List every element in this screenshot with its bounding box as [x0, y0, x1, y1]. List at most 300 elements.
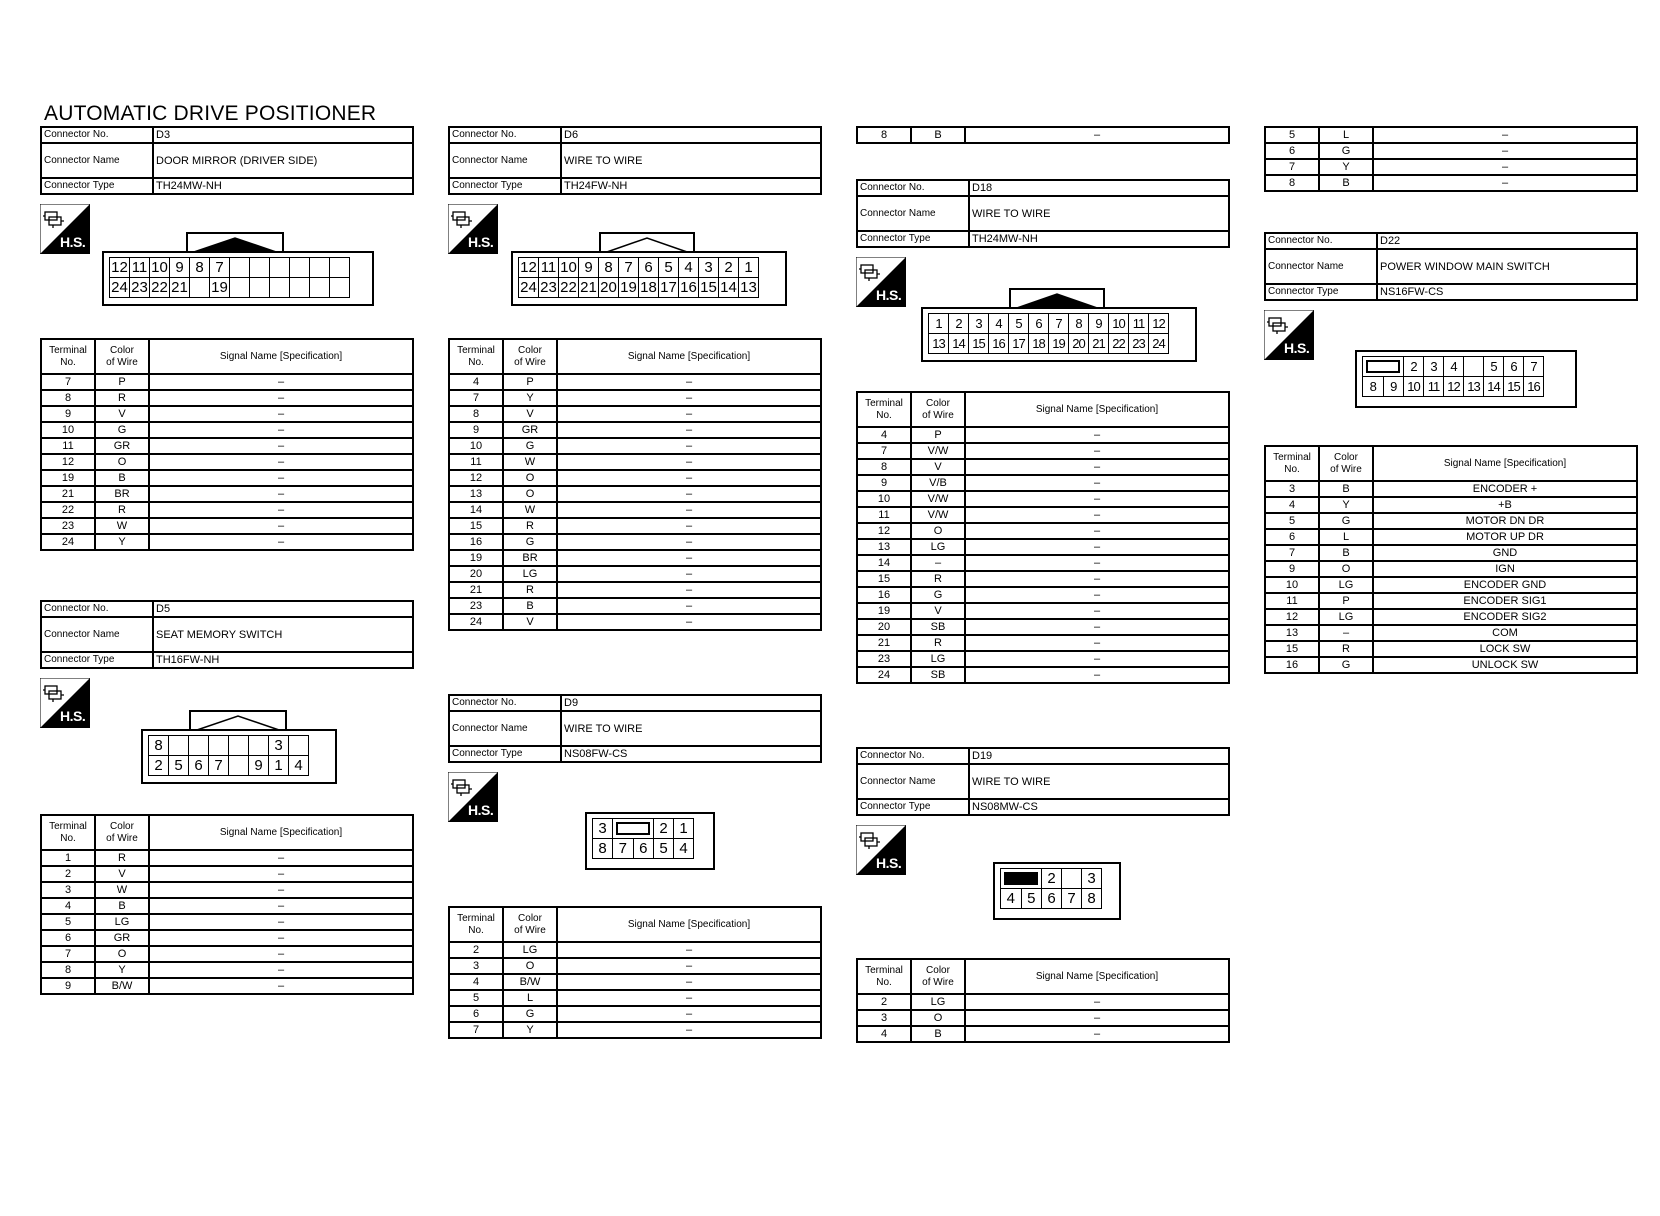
label-connector_no: Connector No.	[1265, 233, 1377, 249]
table-row: 9 GR –	[449, 422, 821, 438]
pin-cell: 9	[249, 756, 269, 776]
table-row: 4 P –	[857, 427, 1229, 443]
pin-cell	[310, 258, 330, 278]
label-connector_type: Connector Type	[41, 652, 153, 668]
connector-face-d3	[102, 251, 374, 306]
table-row: 6 G –	[1265, 143, 1637, 159]
hs-label: H.S.	[468, 234, 494, 250]
connector-header-d9	[448, 694, 822, 763]
pin-cell: 2	[1042, 869, 1062, 889]
label-connector_name: Connector Name	[857, 196, 969, 231]
table-row: 7 B GND	[1265, 545, 1637, 561]
table-row: 3 O –	[857, 1010, 1229, 1026]
pin-cell: 10	[560, 259, 577, 276]
pin-cell: 8	[149, 736, 169, 756]
pin-cell: 4	[674, 839, 694, 859]
pin-cell: 15	[1504, 377, 1524, 397]
col-header-color_of_wire: Color of Wire	[911, 392, 965, 427]
pin-table-d19	[856, 958, 1230, 1043]
pin-cell: 23	[1129, 334, 1149, 354]
pin-cell: 16	[1524, 377, 1544, 397]
pin-cell: 15	[700, 279, 717, 296]
pin-cell: 1	[674, 819, 694, 839]
pin-cell	[229, 736, 249, 756]
value-connector_no: D3	[153, 127, 413, 143]
label-connector_no: Connector No.	[449, 695, 561, 711]
col-header-terminal_no: Terminal No.	[857, 392, 911, 427]
pin-table-d5	[40, 814, 414, 995]
pin-cell: 3	[1082, 869, 1102, 889]
pin-cell: 5	[169, 756, 189, 776]
pin-cell: 11	[1129, 314, 1149, 334]
pin-cell: 3	[269, 736, 289, 756]
table-row: 21 BR –	[41, 486, 413, 502]
pin-cell	[613, 819, 654, 839]
pin-cell: 21	[171, 279, 188, 296]
pin-cell: 3	[969, 314, 989, 334]
pin-cell: 12	[1444, 377, 1464, 397]
table-row: 12 LG ENCODER SIG2	[1265, 609, 1637, 625]
col-header-terminal_no: Terminal No.	[41, 339, 95, 374]
hs-label: H.S.	[60, 708, 86, 724]
col-header-terminal_no: Terminal No.	[857, 959, 911, 994]
pin-cell: 6	[633, 839, 654, 859]
harness-side-icon	[856, 825, 906, 875]
value-connector_no: D9	[561, 695, 821, 711]
value-connector_no: D6	[561, 127, 821, 143]
pin-cell: 1	[269, 756, 289, 776]
pin-cell: 5	[1484, 357, 1504, 377]
table-row: 13 LG –	[857, 539, 1229, 555]
label-connector_type: Connector Type	[449, 746, 561, 762]
table-row: 9 B/W –	[41, 978, 413, 994]
pin-cell: 3	[593, 819, 613, 839]
table-row: 8 V –	[449, 406, 821, 422]
pin-cell: 24	[1149, 334, 1169, 354]
table-row: 10 G –	[41, 422, 413, 438]
value-connector_type: TH16FW-NH	[153, 652, 413, 668]
hs-label: H.S.	[1284, 340, 1310, 356]
col-header-terminal_no: Terminal No.	[449, 907, 503, 942]
pin-cell: 8	[599, 258, 619, 278]
pin-cell: 24	[111, 279, 128, 296]
pin-cell: 2	[149, 756, 169, 776]
col-header-color_of_wire: Color of Wire	[95, 339, 149, 374]
harness-side-icon	[856, 257, 906, 307]
table-row: 4 B/W –	[449, 974, 821, 990]
table-row: 5 L –	[449, 990, 821, 1006]
hs-label: H.S.	[876, 287, 902, 303]
pin-cell: 4	[289, 756, 309, 776]
pin-cell	[250, 258, 270, 278]
pin-cell	[189, 736, 209, 756]
table-row: 8 V –	[857, 459, 1229, 475]
label-connector_name: Connector Name	[857, 764, 969, 799]
col-header-signal_name: Signal Name [Specification]	[965, 392, 1229, 427]
table-row: 2 LG –	[449, 942, 821, 958]
value-connector_name: WIRE TO WIRE	[561, 143, 821, 178]
value-connector_name: POWER WINDOW MAIN SWITCH	[1377, 249, 1637, 284]
connector-lock-tab	[186, 231, 284, 253]
table-row: 7 O –	[41, 946, 413, 962]
table-row: 7 P –	[41, 374, 413, 390]
pin-cell: 17	[1009, 334, 1029, 354]
connector-face-d5	[141, 729, 337, 784]
pin-cell: 6	[1504, 357, 1524, 377]
pin-cell: 23	[131, 279, 148, 296]
pin-cell: 19	[620, 279, 637, 296]
col-header-color_of_wire: Color of Wire	[503, 907, 557, 942]
pin-cell	[270, 258, 290, 278]
value-connector_type: NS08MW-CS	[969, 799, 1229, 815]
pin-cell: 21	[580, 279, 597, 296]
hs-label: H.S.	[468, 802, 494, 818]
pin-cell: 13	[929, 334, 949, 354]
table-row: 4 Y +B	[1265, 497, 1637, 513]
table-row: 5 LG –	[41, 914, 413, 930]
pin-cell: 11	[130, 258, 150, 278]
pin-cell: 12	[520, 259, 537, 276]
connector-lock-tab	[189, 709, 287, 731]
table-row: 19 V –	[857, 603, 1229, 619]
pin-cell: 8	[593, 839, 613, 859]
table-row: 6 L MOTOR UP DR	[1265, 529, 1637, 545]
table-row: 24 SB –	[857, 667, 1229, 683]
col-header-terminal_no: Terminal No.	[1265, 446, 1319, 481]
value-connector_no: D19	[969, 748, 1229, 764]
value-connector_no: D22	[1377, 233, 1637, 249]
pin-cell: 16	[989, 334, 1009, 354]
pin-cell: 4	[989, 314, 1009, 334]
table-row: 3 B ENCODER +	[1265, 481, 1637, 497]
pin-cell	[330, 258, 350, 278]
label-connector_type: Connector Type	[857, 799, 969, 815]
pin-table-d18-cont	[1264, 126, 1638, 192]
table-row: 8 B –	[1265, 175, 1637, 191]
value-connector_name: DOOR MIRROR (DRIVER SIDE)	[153, 143, 413, 178]
pin-cell: 11	[539, 258, 559, 278]
table-row: 8 R –	[41, 390, 413, 406]
pin-cell: 3	[699, 258, 719, 278]
table-row: 24 V –	[449, 614, 821, 630]
label-connector_no: Connector No.	[857, 748, 969, 764]
pin-cell: 22	[1109, 334, 1129, 354]
table-row: 15 R –	[449, 518, 821, 534]
table-row: 4 P –	[449, 374, 821, 390]
pin-cell: 6	[189, 756, 209, 776]
connector-face-d19	[993, 862, 1121, 920]
col-header-signal_name: Signal Name [Specification]	[557, 907, 821, 942]
value-connector_type: TH24MW-NH	[153, 178, 413, 194]
table-row: 6 G –	[449, 1006, 821, 1022]
pin-cell: 11	[1424, 377, 1444, 397]
pin-cell: 7	[1524, 357, 1544, 377]
label-connector_no: Connector No.	[857, 180, 969, 196]
pin-cell: 14	[720, 279, 737, 296]
pin-cell: 7	[209, 756, 229, 776]
table-row: 13 – COM	[1265, 625, 1637, 641]
pin-cell	[1363, 357, 1404, 377]
pin-cell: 1	[739, 258, 759, 278]
connector-header-d22	[1264, 232, 1638, 301]
col-header-color_of_wire: Color of Wire	[503, 339, 557, 374]
pin-cell: 5	[1021, 889, 1042, 909]
pin-cell: 7	[619, 258, 639, 278]
pin-table-d6	[448, 338, 822, 631]
pin-cell: 2	[949, 314, 969, 334]
pin-cell: 13	[740, 279, 757, 296]
table-row: 7 Y –	[449, 1022, 821, 1038]
pin-cell: 2	[719, 258, 739, 278]
connector-face-d22	[1355, 350, 1577, 408]
pin-cell	[1062, 869, 1082, 889]
table-row: 15 R LOCK SW	[1265, 641, 1637, 657]
table-row: 21 R –	[449, 582, 821, 598]
table-row: 1 R –	[41, 850, 413, 866]
connector-header-d6	[448, 126, 822, 195]
pin-cell: 9	[1089, 314, 1109, 334]
col-header-signal_name: Signal Name [Specification]	[557, 339, 821, 374]
col-header-signal_name: Signal Name [Specification]	[965, 959, 1229, 994]
table-row: 10 V/W –	[857, 491, 1229, 507]
table-row: 23 W –	[41, 518, 413, 534]
table-row: 12 O –	[857, 523, 1229, 539]
table-row: 11 V/W –	[857, 507, 1229, 523]
pin-cell: 5	[654, 839, 674, 859]
pin-cell	[1464, 357, 1484, 377]
pin-cell	[190, 278, 210, 298]
table-row: 6 GR –	[41, 930, 413, 946]
pin-cell: 5	[1009, 314, 1029, 334]
pin-cell	[250, 278, 270, 298]
connector-face-d9	[585, 812, 715, 870]
table-row: 3 O –	[449, 958, 821, 974]
col-header-signal_name: Signal Name [Specification]	[1373, 446, 1637, 481]
connector-header-d3	[40, 126, 414, 195]
page-title: AUTOMATIC DRIVE POSITIONER	[44, 102, 377, 125]
pin-cell: 20	[1069, 334, 1089, 354]
pin-cell: 2	[654, 819, 674, 839]
pin-cell: 10	[1109, 314, 1129, 334]
table-row: 13 O –	[449, 486, 821, 502]
table-row: 8 B –	[857, 127, 1229, 143]
pin-cell: 7	[210, 258, 230, 278]
table-row: 19 BR –	[449, 550, 821, 566]
label-connector_name: Connector Name	[41, 617, 153, 652]
table-row: 9 V –	[41, 406, 413, 422]
value-connector_type: TH24FW-NH	[561, 178, 821, 194]
table-row: 20 LG –	[449, 566, 821, 582]
table-row: 11 W –	[449, 454, 821, 470]
table-row: 7 Y –	[1265, 159, 1637, 175]
pin-cell: 8	[190, 258, 210, 278]
pin-cell: 23	[540, 279, 557, 296]
label-connector_type: Connector Type	[1265, 284, 1377, 300]
col-header-signal_name: Signal Name [Specification]	[149, 815, 413, 850]
pin-cell: 22	[151, 279, 168, 296]
pin-cell	[290, 258, 310, 278]
value-connector_type: NS08FW-CS	[561, 746, 821, 762]
pin-cell: 6	[1029, 314, 1049, 334]
label-connector_no: Connector No.	[41, 601, 153, 617]
col-header-signal_name: Signal Name [Specification]	[149, 339, 413, 374]
pin-cell: 18	[1029, 334, 1049, 354]
pin-cell: 7	[613, 839, 634, 859]
harness-side-icon	[448, 204, 498, 254]
table-row: 2 LG –	[857, 994, 1229, 1010]
table-row: 7 V/W –	[857, 443, 1229, 459]
table-row: 15 R –	[857, 571, 1229, 587]
label-connector_no: Connector No.	[41, 127, 153, 143]
pin-cell: 7	[1062, 889, 1082, 909]
table-row: 14 – –	[857, 555, 1229, 571]
value-connector_type: TH24MW-NH	[969, 231, 1229, 247]
col-header-terminal_no: Terminal No.	[449, 339, 503, 374]
connector-header-d19	[856, 747, 1230, 816]
table-row: 21 R –	[857, 635, 1229, 651]
pin-cell: 4	[1001, 889, 1022, 909]
table-row: 11 GR –	[41, 438, 413, 454]
harness-side-icon	[1264, 310, 1314, 360]
value-connector_no: D18	[969, 180, 1229, 196]
pin-cell: 9	[1383, 377, 1404, 397]
label-connector_name: Connector Name	[41, 143, 153, 178]
connector-face-d18	[921, 307, 1197, 362]
table-row: 9 O IGN	[1265, 561, 1637, 577]
col-header-terminal_no: Terminal No.	[41, 815, 95, 850]
label-connector_name: Connector Name	[449, 711, 561, 746]
connector-lock-tab	[599, 231, 695, 253]
value-connector_no: D5	[153, 601, 413, 617]
pin-table-d22	[1264, 445, 1638, 674]
table-row: 10 LG ENCODER GND	[1265, 577, 1637, 593]
pin-cell: 16	[680, 279, 697, 296]
table-row: 8 Y –	[41, 962, 413, 978]
table-row: 4 B –	[857, 1026, 1229, 1042]
table-row: 23 B –	[449, 598, 821, 614]
table-row: 5 G MOTOR DN DR	[1265, 513, 1637, 529]
pin-cell	[230, 258, 250, 278]
hs-label: H.S.	[60, 234, 86, 250]
pin-cell: 14	[1484, 377, 1504, 397]
table-row: 4 B –	[41, 898, 413, 914]
pin-cell: 8	[1082, 889, 1102, 909]
label-connector_name: Connector Name	[449, 143, 561, 178]
table-row: 2 V –	[41, 866, 413, 882]
pin-cell: 6	[1042, 889, 1062, 909]
pin-cell: 15	[969, 334, 989, 354]
pin-cell: 8	[1363, 377, 1384, 397]
connector-face-d6	[511, 251, 787, 306]
table-row: 20 SB –	[857, 619, 1229, 635]
table-row: 16 G –	[449, 534, 821, 550]
pin-cell: 14	[949, 334, 969, 354]
label-connector_type: Connector Type	[857, 231, 969, 247]
pin-cell	[229, 756, 249, 776]
pin-cell: 2	[1404, 357, 1424, 377]
value-connector_name: WIRE TO WIRE	[969, 196, 1229, 231]
pin-table-d18	[856, 391, 1230, 684]
value-connector_type: NS16FW-CS	[1377, 284, 1637, 300]
pin-cell: 17	[660, 279, 677, 296]
table-row: 3 W –	[41, 882, 413, 898]
table-row: 10 G –	[449, 438, 821, 454]
pin-cell	[169, 736, 189, 756]
pin-cell	[209, 736, 229, 756]
table-row: 16 G –	[857, 587, 1229, 603]
label-connector_type: Connector Type	[449, 178, 561, 194]
label-connector_type: Connector Type	[41, 178, 153, 194]
pin-cell: 10	[151, 259, 168, 276]
pin-cell: 12	[111, 259, 128, 276]
pin-cell: 9	[170, 258, 190, 278]
pin-cell: 12	[1149, 314, 1169, 334]
table-row: 12 O –	[449, 470, 821, 486]
pin-cell	[310, 278, 330, 298]
pin-cell	[270, 278, 290, 298]
table-row: 24 Y –	[41, 534, 413, 550]
pin-cell: 24	[520, 279, 537, 296]
pin-cell: 4	[679, 258, 699, 278]
pin-table-d3-cont	[856, 126, 1230, 144]
col-header-color_of_wire: Color of Wire	[911, 959, 965, 994]
pin-table-d9	[448, 906, 822, 1039]
pin-cell: 5	[659, 258, 679, 278]
pin-cell	[230, 278, 250, 298]
pin-cell	[249, 736, 269, 756]
pin-cell: 7	[1049, 314, 1069, 334]
value-connector_name: WIRE TO WIRE	[969, 764, 1229, 799]
table-row: 14 W –	[449, 502, 821, 518]
label-connector_name: Connector Name	[1265, 249, 1377, 284]
value-connector_name: WIRE TO WIRE	[561, 711, 821, 746]
harness-side-icon	[448, 772, 498, 822]
label-connector_no: Connector No.	[449, 127, 561, 143]
pin-cell: 22	[560, 279, 577, 296]
pin-cell	[330, 278, 350, 298]
pin-cell: 19	[1049, 334, 1069, 354]
pin-cell: 3	[1424, 357, 1444, 377]
table-row: 5 L –	[1265, 127, 1637, 143]
table-row: 16 G UNLOCK SW	[1265, 657, 1637, 673]
pin-cell	[1001, 869, 1042, 889]
pin-cell: 18	[640, 279, 657, 296]
pin-cell	[290, 278, 310, 298]
table-row: 22 R –	[41, 502, 413, 518]
connector-lock-tab	[1009, 287, 1105, 309]
pin-cell: 13	[1464, 377, 1484, 397]
col-header-color_of_wire: Color of Wire	[1319, 446, 1373, 481]
pin-cell: 21	[1089, 334, 1109, 354]
connector-header-d5	[40, 600, 414, 669]
value-connector_name: SEAT MEMORY SWITCH	[153, 617, 413, 652]
col-header-color_of_wire: Color of Wire	[95, 815, 149, 850]
table-row: 7 Y –	[449, 390, 821, 406]
pin-cell: 19	[211, 279, 228, 296]
pin-cell: 1	[929, 314, 949, 334]
pin-cell: 8	[1069, 314, 1089, 334]
table-row: 23 LG –	[857, 651, 1229, 667]
hs-label: H.S.	[876, 855, 902, 871]
pin-cell: 4	[1444, 357, 1464, 377]
pin-cell: 9	[579, 258, 599, 278]
pin-cell: 10	[1404, 377, 1424, 397]
table-row: 19 B –	[41, 470, 413, 486]
table-row: 12 O –	[41, 454, 413, 470]
table-row: 9 V/B –	[857, 475, 1229, 491]
connector-header-d18	[856, 179, 1230, 248]
harness-side-icon	[40, 204, 90, 254]
